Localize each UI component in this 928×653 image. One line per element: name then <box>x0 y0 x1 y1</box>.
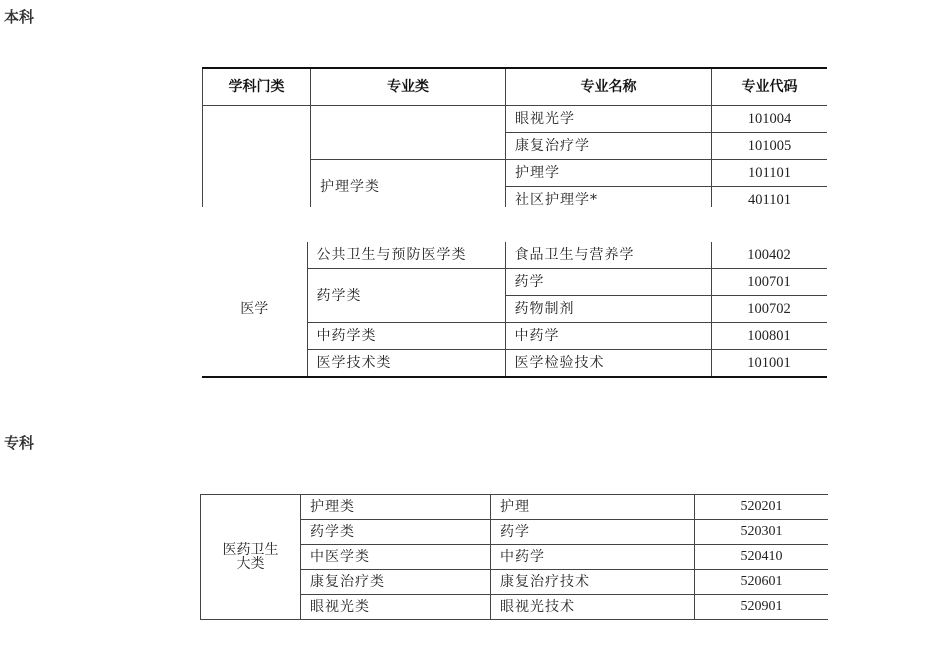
major-name: 药物制剂 <box>505 296 711 323</box>
major-code: 101101 <box>712 160 828 187</box>
discipline-cell <box>203 106 311 208</box>
class-cell: 公共卫生与预防医学类 <box>307 242 505 269</box>
major-code: 520201 <box>695 495 829 520</box>
major-name: 医学检验技术 <box>505 350 711 378</box>
major-name: 眼视光学 <box>506 106 712 133</box>
table-row <box>203 106 828 133</box>
category-line1: 医药卫生 <box>222 542 279 558</box>
header-class: 专业类 <box>311 68 506 106</box>
major-name: 中药学 <box>491 545 695 570</box>
class-cell: 中药学类 <box>307 323 505 350</box>
class-cell: 医学技术类 <box>307 350 505 378</box>
undergrad-table-part1 <box>202 67 827 207</box>
junior-college-table <box>200 494 828 622</box>
major-name: 康复治疗学 <box>506 133 712 160</box>
major-name: 中药学 <box>505 323 711 350</box>
major-name: 眼视光技术 <box>491 595 695 620</box>
major-code: 100701 <box>711 269 827 296</box>
major-code: 520901 <box>695 595 829 620</box>
major-code: 101004 <box>712 106 828 133</box>
table-row <box>201 495 829 520</box>
major-name: 药学 <box>505 269 711 296</box>
class-cell: 护理类 <box>301 495 491 520</box>
major-name: 护理 <box>491 495 695 520</box>
section-title-junior: 专科 <box>4 434 35 452</box>
table-row <box>202 242 827 269</box>
class-cell <box>311 106 506 160</box>
class-cell: 康复治疗类 <box>301 570 491 595</box>
class-cell: 眼视光类 <box>301 595 491 620</box>
major-code: 100801 <box>711 323 827 350</box>
header-discipline: 学科门类 <box>203 68 311 106</box>
major-name: 食品卫生与营养学 <box>505 242 711 269</box>
major-name: 社区护理学* <box>506 187 712 208</box>
class-cell: 中医学类 <box>301 545 491 570</box>
major-name: 护理学 <box>506 160 712 187</box>
header-major-code: 专业代码 <box>712 68 828 106</box>
category-cell <box>201 495 301 620</box>
discipline-cell: 医学 <box>202 242 307 377</box>
major-code: 100702 <box>711 296 827 323</box>
major-code: 101005 <box>712 133 828 160</box>
undergrad-table-part2 <box>202 242 827 384</box>
category-line2: 大类 <box>236 556 265 572</box>
table-header-row <box>203 68 828 106</box>
class-cell: 护理学类 <box>311 160 506 208</box>
major-code: 101001 <box>711 350 827 378</box>
major-code: 100402 <box>711 242 827 269</box>
major-name: 药学 <box>491 520 695 545</box>
major-code: 520301 <box>695 520 829 545</box>
class-cell: 药学类 <box>307 269 505 323</box>
major-code: 401101 <box>712 187 828 208</box>
major-name: 康复治疗技术 <box>491 570 695 595</box>
major-code: 520601 <box>695 570 829 595</box>
header-major-name: 专业名称 <box>506 68 712 106</box>
major-code: 520410 <box>695 545 829 570</box>
section-title-undergrad: 本科 <box>4 8 35 26</box>
class-cell: 药学类 <box>301 520 491 545</box>
